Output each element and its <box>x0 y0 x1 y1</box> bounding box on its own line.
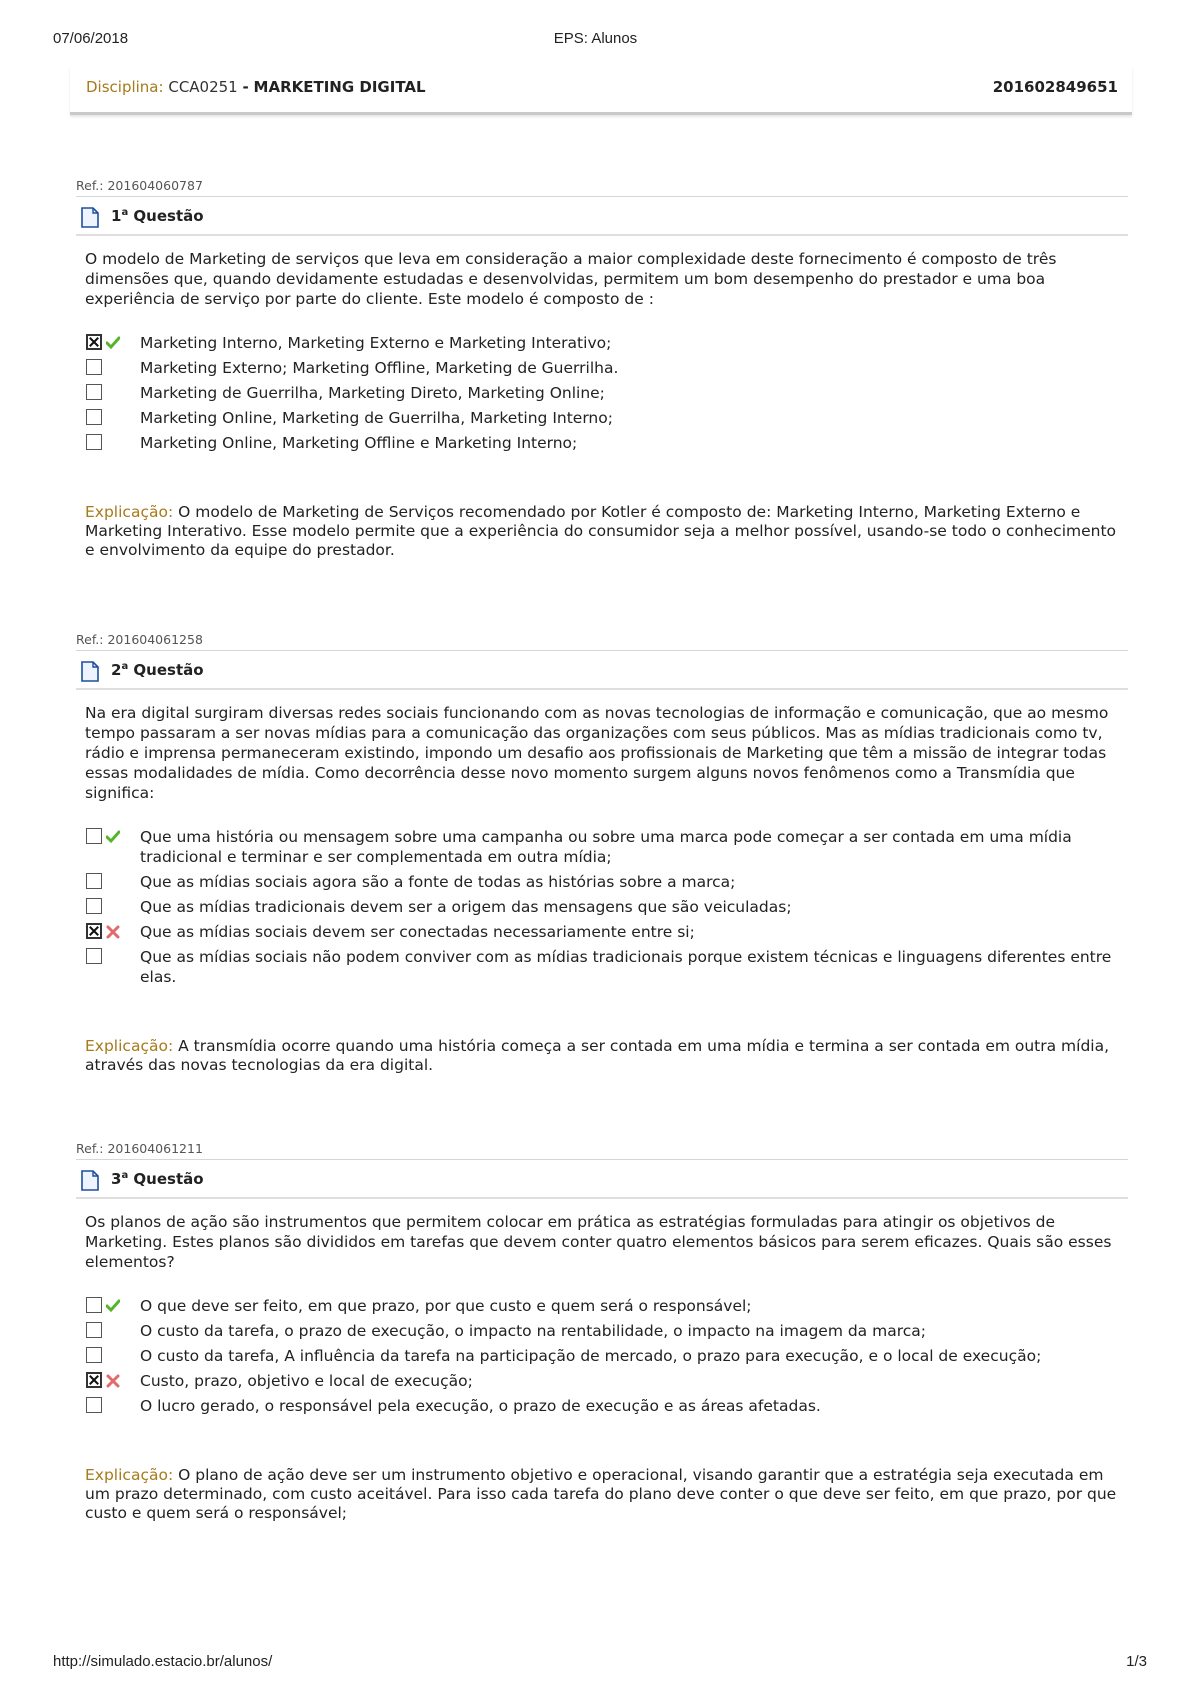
options-list <box>76 333 1128 453</box>
discipline-info <box>86 78 426 96</box>
check-icon <box>106 336 120 350</box>
option-text: O custo da tarefa, A influência da tarefa na participação de mercado, o prazo para execução, e o local de execução; <box>140 1347 1042 1365</box>
question-number: 2 <box>111 661 122 679</box>
option <box>76 358 1128 378</box>
option-text: O que deve ser feito, em que prazo, por que custo e quem será o responsável; <box>140 1297 752 1315</box>
option-checkbox[interactable] <box>86 359 102 375</box>
option-checkbox[interactable] <box>86 898 102 914</box>
option-checkbox[interactable] <box>86 1322 102 1338</box>
option <box>76 872 1128 892</box>
option-text: Que as mídias sociais devem ser conectadas necessariamente entre si; <box>140 923 695 941</box>
cross-icon <box>106 925 120 939</box>
options-list <box>76 1296 1128 1416</box>
option-text: Marketing Externo; Marketing Offline, Marketing de Guerrilha. <box>140 359 619 377</box>
option <box>76 1346 1128 1366</box>
question-number: 3 <box>111 1170 122 1188</box>
explanation <box>85 1037 1118 1075</box>
check-icon <box>106 1299 120 1313</box>
explanation-text: A transmídia ocorre quando uma história começa a ser contada em uma mídia e termina a ser contada em outra mídia, através das novas tecnologias da era digital. <box>85 1037 1110 1074</box>
option <box>76 383 1128 403</box>
discipline-name: MARKETING DIGITAL <box>253 78 426 96</box>
question-number: 1 <box>111 207 122 225</box>
option <box>76 333 1128 353</box>
option-text: O custo da tarefa, o prazo de execução, o impacto na rentabilidade, o impacto na imagem da marca; <box>140 1322 926 1340</box>
print-date: 07/06/2018 <box>53 30 129 47</box>
question-title <box>111 207 204 225</box>
option <box>76 1321 1128 1341</box>
explanation <box>85 1466 1118 1523</box>
question-header <box>76 197 1128 236</box>
print-page-number: 1/3 <box>1126 1653 1147 1670</box>
question-header <box>76 651 1128 690</box>
option-text: Que as mídias tradicionais devem ser a origem das mensagens que são veiculadas; <box>140 898 792 916</box>
explanation-text: O plano de ação deve ser um instrumento objetivo e operacional, visando garantir que a estratégia seja executada em um prazo determinado, com custo aceitável. Para isso cada tarefa do plano deve conter o que deve ser feito, em que prazo, por que custo e quem será o responsável; <box>85 1466 1117 1522</box>
explanation-label: Explicação: <box>85 503 174 521</box>
discipline-label: Disciplina: <box>86 78 164 96</box>
option <box>76 1296 1128 1316</box>
question-header <box>76 1160 1128 1199</box>
option-checkbox[interactable] <box>86 948 102 964</box>
option <box>76 897 1128 917</box>
option-text: Marketing Online, Marketing de Guerrilha, Marketing Interno; <box>140 409 613 427</box>
question-ordinal: a <box>121 207 129 218</box>
option-checkbox-checked[interactable] <box>86 334 102 350</box>
question-ref: Ref.: 201604061211 <box>76 1141 1128 1160</box>
option-text: Que as mídias sociais agora são a fonte de todas as histórias sobre a marca; <box>140 873 736 891</box>
check-icon <box>106 830 120 844</box>
question-label: Questão <box>133 1170 204 1188</box>
question-label: Questão <box>133 661 204 679</box>
question-title <box>111 1170 204 1188</box>
question-text: O modelo de Marketing de serviços que leva em consideração a maior complexidade deste fornecimento é composto de três dimensões que, quando devidamente estudadas e desenvolvidas, permitem um bom desempenho do prestador e uma boa experiência de serviço por parte do cliente. Este modelo é composto de : <box>85 250 1057 308</box>
question-3 <box>76 1141 1128 1523</box>
question-ref: Ref.: 201604061258 <box>76 632 1128 651</box>
question-text: Na era digital surgiram diversas redes sociais funcionando com as novas tecnologias de informação e comunicação, que ao mesmo tempo passaram a ser novas mídias para a comunicação das organizações com seus públicos. Mas as mídias tradicionais como tv, rádio e imprensa permaneceram existindo, impondo um desafio aos profissionais de Marketing que têm a missão de integrar todas essas modalidades de mídia. Como decorrência desse novo momento surgem alguns novos fenômenos como a Transmídia que significa: <box>85 704 1109 802</box>
explanation-label: Explicação: <box>85 1466 174 1484</box>
option-checkbox[interactable] <box>86 1297 102 1313</box>
question-label: Questão <box>133 207 204 225</box>
question-ref: Ref.: 201604060787 <box>76 178 1128 197</box>
question-text: Os planos de ação são instrumentos que permitem colocar em prática as estratégias formuladas para atingir os objetivos de Marketing. Estes planos são divididos em tarefas que devem conter quatro elementos básicos para serem eficazes. Quais são esses elementos? <box>85 1213 1112 1271</box>
option-checkbox-checked[interactable] <box>86 1372 102 1388</box>
print-url: http://simulado.estacio.br/alunos/ <box>53 1653 273 1670</box>
question-title <box>111 661 204 679</box>
option-checkbox[interactable] <box>86 1397 102 1413</box>
option-checkbox[interactable] <box>86 1347 102 1363</box>
document-icon <box>81 207 99 228</box>
question-ordinal: a <box>121 1170 129 1181</box>
option <box>76 433 1128 453</box>
student-id: 201602849651 <box>992 78 1118 96</box>
option-checkbox[interactable] <box>86 873 102 889</box>
question-ordinal: a <box>121 661 129 672</box>
option <box>76 1371 1128 1391</box>
document-icon <box>81 1170 99 1191</box>
print-title: EPS: Alunos <box>553 30 638 47</box>
document-icon <box>81 661 99 682</box>
option <box>76 922 1128 942</box>
discipline-bar <box>70 66 1132 115</box>
option <box>76 1396 1128 1416</box>
cross-icon <box>106 1374 120 1388</box>
option-text: Marketing Online, Marketing Offline e Marketing Interno; <box>140 434 578 452</box>
options-list <box>76 827 1128 987</box>
option-checkbox[interactable] <box>86 409 102 425</box>
option-checkbox-checked[interactable] <box>86 923 102 939</box>
option <box>76 827 1128 867</box>
explanation-text: O modelo de Marketing de Serviços recomendado por Kotler é composto de: Marketing Interno, Marketing Externo e Marketing Interativo. Esse modelo permite que a experiência do consumidor seja a melhor possível, usando-se todo o conhecimento e envolvimento da equipe do prestador. <box>85 503 1117 559</box>
option-checkbox[interactable] <box>86 434 102 450</box>
option-checkbox[interactable] <box>86 384 102 400</box>
discipline-code: CCA0251 <box>168 78 238 96</box>
discipline-separator: - <box>242 78 249 96</box>
explanation-label: Explicação: <box>85 1037 174 1055</box>
question-2 <box>76 632 1128 1075</box>
option-text: Que uma história ou mensagem sobre uma campanha ou sobre uma marca pode começar a ser contada em uma mídia tradicional e terminar e ser complementada em outra mídia; <box>140 828 1072 866</box>
option-text: Que as mídias sociais não podem conviver com as mídias tradicionais porque existem técnicas e linguagens diferentes entre elas. <box>140 948 1112 986</box>
question-1 <box>76 178 1128 560</box>
option-text: Marketing de Guerrilha, Marketing Direto, Marketing Online; <box>140 384 605 402</box>
option <box>76 408 1128 428</box>
option-text: O lucro gerado, o responsável pela execução, o prazo de execução e as áreas afetadas. <box>140 1397 821 1415</box>
option-checkbox[interactable] <box>86 828 102 844</box>
option <box>76 947 1128 987</box>
explanation <box>85 503 1118 560</box>
option-text: Custo, prazo, objetivo e local de execução; <box>140 1372 473 1390</box>
option-text: Marketing Interno, Marketing Externo e Marketing Interativo; <box>140 334 612 352</box>
